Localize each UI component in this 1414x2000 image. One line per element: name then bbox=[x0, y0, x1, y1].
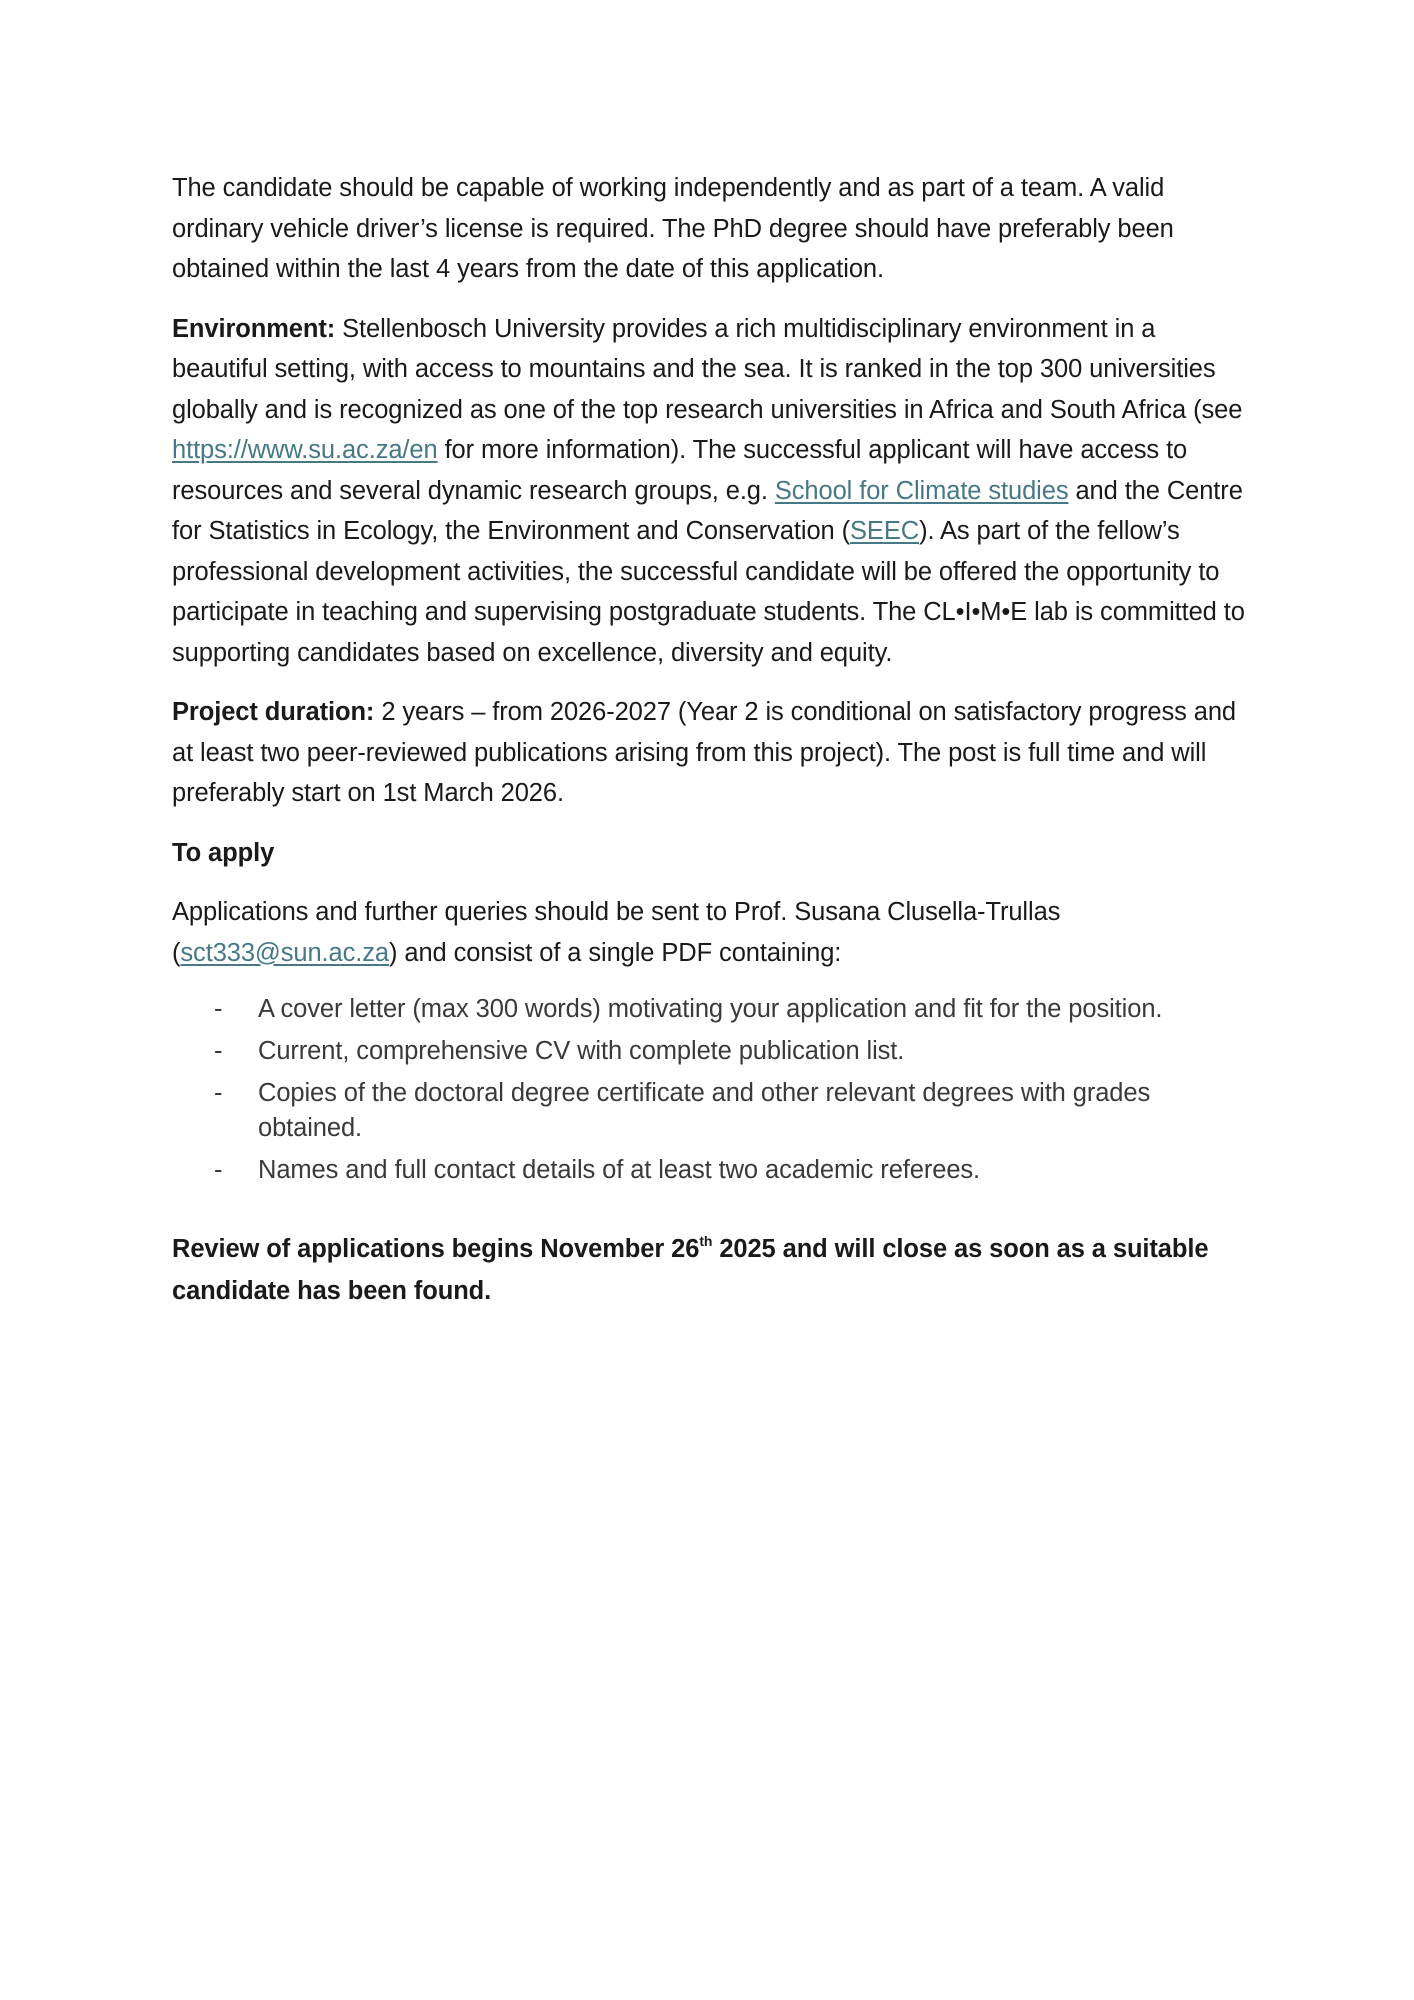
apply-paragraph bbox=[172, 892, 1257, 973]
list-item bbox=[172, 992, 1257, 1027]
intro-paragraph bbox=[172, 168, 1257, 290]
intro-text: The candidate should be capable of working independently and as part of a team. A valid ordinary vehicle driver’s license is required. The PhD degree should have preferably been obtained within the last 4 years from the date of this application. bbox=[172, 174, 1174, 283]
review-text-1: Review of applications begins November 26 bbox=[172, 1235, 700, 1263]
review-notice bbox=[172, 1228, 1257, 1312]
list-item-text: Current, comprehensive CV with complete publication list. bbox=[258, 1037, 905, 1065]
bullet-dash: - bbox=[214, 1037, 223, 1065]
list-item-text: Names and full contact details of at least two academic referees. bbox=[258, 1156, 981, 1184]
environment-label: Environment: bbox=[172, 314, 336, 343]
to-apply-heading: To apply bbox=[172, 838, 275, 867]
duration-text: 2 years – from 2026-2027 (Year 2 is conditional on satisfactory progress and at least two peer-reviewed publications arising from this project). The post is full time and will preferably start on 1st March 2026. bbox=[172, 698, 1237, 807]
apply-text-2: ) and consist of a single PDF containing: bbox=[388, 938, 842, 967]
list-item-text: A cover letter (max 300 words) motivating your application and fit for the position. bbox=[258, 995, 1163, 1023]
bullet-dash: - bbox=[214, 1079, 223, 1107]
document-body bbox=[172, 168, 1257, 1331]
bullet-dash: - bbox=[214, 1156, 223, 1184]
school-for-climate-studies-link[interactable]: School for Climate studies bbox=[774, 476, 1069, 505]
duration-paragraph bbox=[172, 692, 1257, 814]
environment-text-3: and the Centre for Statistics in Ecology, the Environment and Conservation ( bbox=[172, 476, 1243, 545]
list-item bbox=[172, 1076, 1257, 1146]
seec-link[interactable]: SEEC bbox=[850, 517, 920, 545]
su-website-link[interactable]: https://www.su.ac.za/en bbox=[172, 436, 438, 464]
list-item-text: Copies of the doctoral degree certificate and other relevant degrees with grades obtained. bbox=[258, 1079, 1151, 1142]
environment-text-2: for more information). The successful applicant will have access to resources and several dynamic research groups, e.g. bbox=[172, 436, 1188, 505]
review-text-2: 2025 and will close as soon as a suitable candidate has been found. bbox=[172, 1235, 1209, 1305]
bullet-dash: - bbox=[214, 995, 223, 1023]
review-ordinal-suffix: th bbox=[699, 1232, 713, 1249]
environment-text-1: Stellenbosch University provides a rich multidisciplinary environment in a beautiful setting, with access to mountains and the sea. It is ranked in the top 300 universities globally and is recognized as one of the top research universities in Africa and South Africa (see bbox=[172, 314, 1243, 424]
application-requirements-list bbox=[172, 992, 1257, 1188]
duration-label: Project duration: bbox=[172, 698, 375, 726]
contact-email-link[interactable]: sct333@sun.ac.za bbox=[180, 938, 389, 967]
list-item bbox=[172, 1034, 1257, 1069]
environment-paragraph bbox=[172, 309, 1257, 674]
apply-text-1: Applications and further queries should be sent to Prof. Susana Clusella-Trullas ( bbox=[172, 898, 1061, 967]
list-item bbox=[172, 1153, 1257, 1188]
environment-text-4: ). As part of the fellow’s professional development activities, the successful candidate will be offered the opportunity to participate in teaching and supervising postgraduate students. The CL•I•M•E lab is committed to supporting candidates based on excellence, diversity and equity. bbox=[172, 517, 1245, 667]
